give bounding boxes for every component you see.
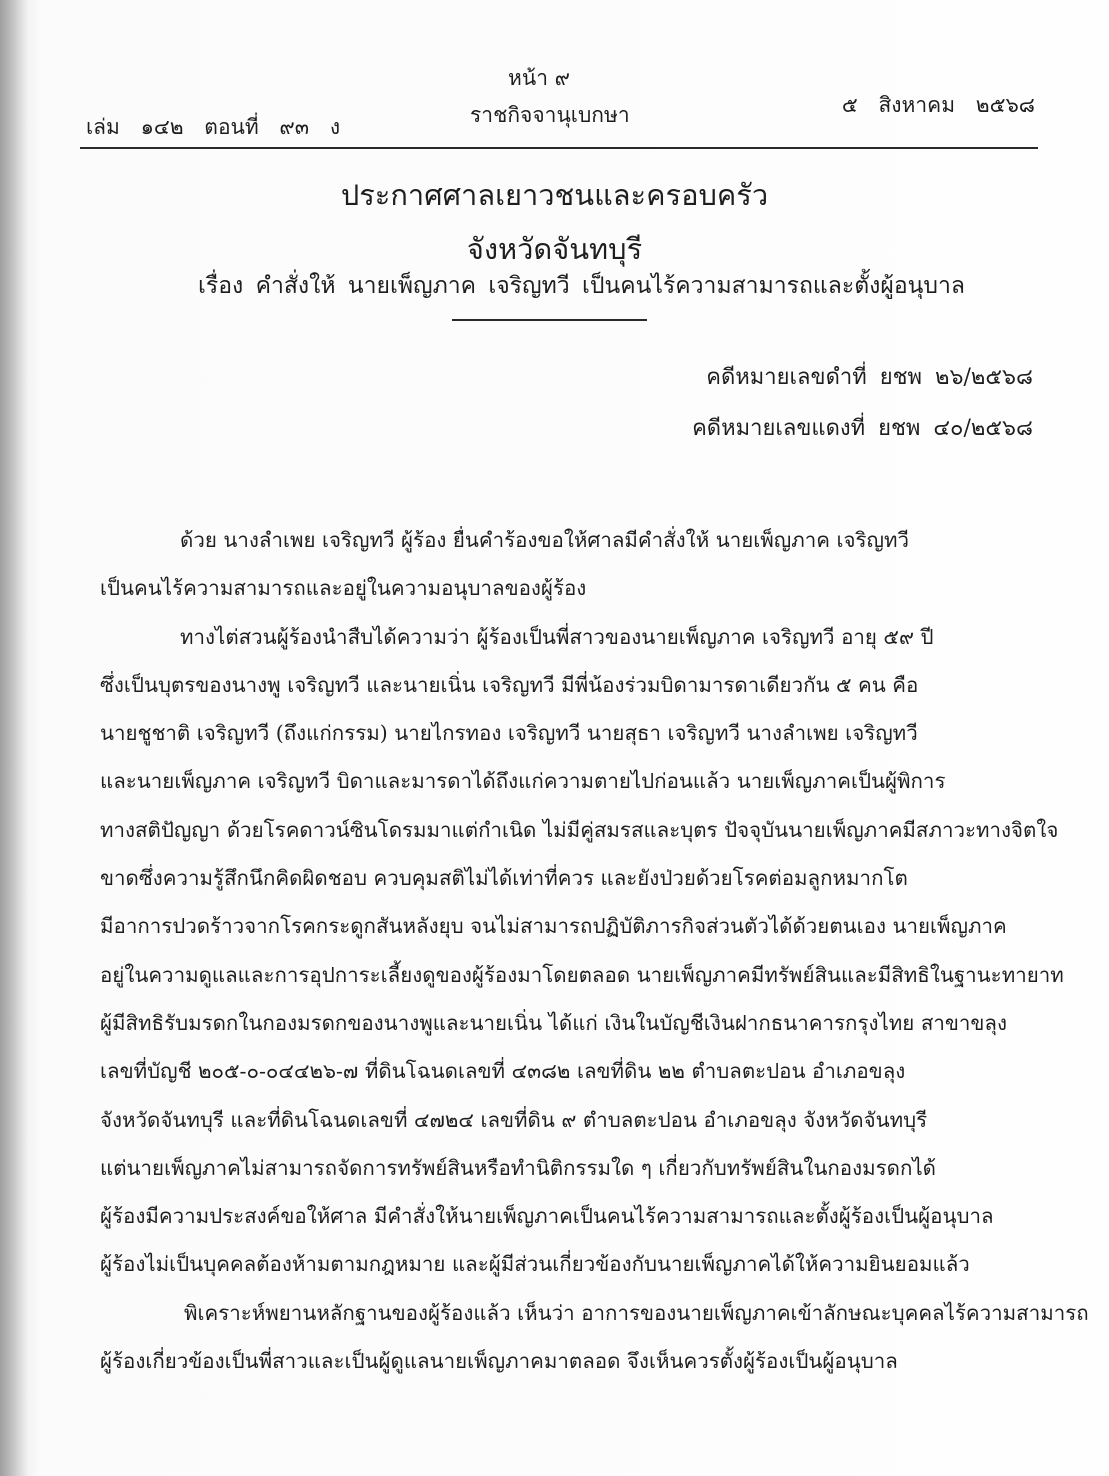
announcement-province: จังหวัดจันทบุรี	[466, 232, 643, 266]
announcement-subject: เรื่อง คำสั่งให้ นายเพ็ญภาค เจริญทวี เป็นคนไร้ความสามารถและตั้งผู้อนุบาล	[198, 273, 965, 299]
publication-date: ๕ สิงหาคม ๒๕๖๘	[841, 93, 1035, 117]
binding-shadow	[0, 0, 28, 1476]
body-line: จังหวัดจันทบุรี และที่ดินโฉนดเลขที่ ๔๗๒๔ เลขที่ดิน ๙ ตำบลตะปอน อำเภอขลุง จังหวัดจันทบุรี	[100, 1107, 928, 1132]
body-line: ขาดซึ่งความรู้สึกนึกคิดผิดชอบ ควบคุมสติไม่ได้เท่าที่ควร และยังป่วยด้วยโรคต่อมลูกหมากโต	[100, 866, 908, 891]
body-line: อยู่ในความดูแลและการอุปการะเลี้ยงดูของผู้ร้องมาโดยตลอด นายเพ็ญภาคมีทรัพย์สินและมีสิทธิในฐานะทายาท	[100, 962, 1064, 987]
body-line: และนายเพ็ญภาค เจริญทวี บิดาและมารดาได้ถึงแก่ความตายไปก่อนแล้ว นายเพ็ญภาคเป็นผู้พิการ	[100, 769, 946, 794]
black-case-number: คดีหมายเลขดำที่ ยชพ ๒๖/๒๕๖๘	[706, 365, 1033, 390]
body-line: ผู้ร้องเกี่ยวข้องเป็นพี่สาวและเป็นผู้ดูแลนายเพ็ญภาคมาตลอด จึงเห็นควรตั้งผู้ร้องเป็นผู้อนุบาล	[100, 1349, 898, 1374]
body-line: ซึ่งเป็นบุตรของนางพู เจริญทวี และนายเนิ่น เจริญทวี มีพี่น้องร่วมบิดามารดาเดียวกัน ๕ คน คือ	[100, 672, 919, 697]
body-line: มีอาการปวดร้าวจากโรคกระดูกสันหลังยุบ จนไม่สามารถปฏิบัติภารกิจส่วนตัวได้ด้วยตนเอง นายเพ็ญภาค	[100, 914, 1007, 939]
title-divider	[452, 319, 647, 321]
volume-issue-info: เล่ม ๑๔๒ ตอนที่ ๙๓ ง	[86, 115, 341, 139]
announcement-title: ประกาศศาลเยาวชนและครอบครัว	[340, 178, 769, 212]
gazette-name: ราชกิจจานุเบกษา	[470, 103, 630, 127]
body-line: ผู้ร้องมีความประสงค์ขอให้ศาล มีคำสั่งให้นายเพ็ญภาคเป็นคนไร้ความสามารถและตั้งผู้ร้องเป็นผู้อนุบาล	[100, 1204, 994, 1229]
red-case-number: คดีหมายเลขแดงที่ ยชพ ๔๐/๒๕๖๘	[692, 416, 1033, 441]
body-line: เป็นคนไร้ความสามารถและอยู่ในความอนุบาลของผู้ร้อง	[100, 576, 587, 601]
body-line: แต่นายเพ็ญภาคไม่สามารถจัดการทรัพย์สินหรือทำนิติกรรมใด ๆ เกี่ยวกับทรัพย์สินในกองมรดกได้	[100, 1155, 936, 1180]
body-line: ด้วย นางลำเพย เจริญทวี ผู้ร้อง ยื่นคำร้องขอให้ศาลมีคำสั่งให้ นายเพ็ญภาค เจริญทวี	[180, 528, 910, 552]
body-line: นายชูชาติ เจริญทวี (ถึงแก่กรรม) นายไกรทอง เจริญทวี นายสุธา เจริญทวี นางลำเพย เจริญทวี	[100, 721, 918, 746]
body-line: เลขที่บัญชี ๒๐๕-๐-๐๔๔๒๖-๗ ที่ดินโฉนดเลขที่ ๔๓๘๒ เลขที่ดิน ๒๒ ตำบลตะปอน อำเภอขลุง	[100, 1059, 906, 1084]
body-line: ทางสติปัญญา ด้วยโรคดาวน์ซินโดรมมาแต่กำเนิด ไม่มีคู่สมรสและบุตร ปัจจุบันนายเพ็ญภาคมีสภาวะทางจิตใจ	[100, 817, 1059, 842]
header-divider	[80, 147, 1038, 149]
body-line: ผู้มีสิทธิรับมรดกในกองมรดกของนางพูและนายเนิ่น ได้แก่ เงินในบัญชีเงินฝากธนาคารกรุงไทย สาขาขลุง	[100, 1010, 1007, 1035]
body-line: ผู้ร้องไม่เป็นบุคคลต้องห้ามตามกฎหมาย และผู้มีส่วนเกี่ยวข้องกับนายเพ็ญภาคได้ให้ความยินยอมแล้ว	[100, 1252, 970, 1277]
announcement-body	[100, 516, 1089, 1385]
body-line: ทางไต่สวนผู้ร้องนำสืบได้ความว่า ผู้ร้องเป็นพี่สาวของนายเพ็ญภาค เจริญทวี อายุ ๕๙ ปี	[180, 624, 934, 649]
body-line: พิเคราะห์พยานหลักฐานของผู้ร้องแล้ว เห็นว่า อาการของนายเพ็ญภาคเข้าลักษณะบุคคลไร้ความสามารถ	[184, 1300, 1089, 1325]
page-number: หน้า ๙	[508, 66, 571, 90]
